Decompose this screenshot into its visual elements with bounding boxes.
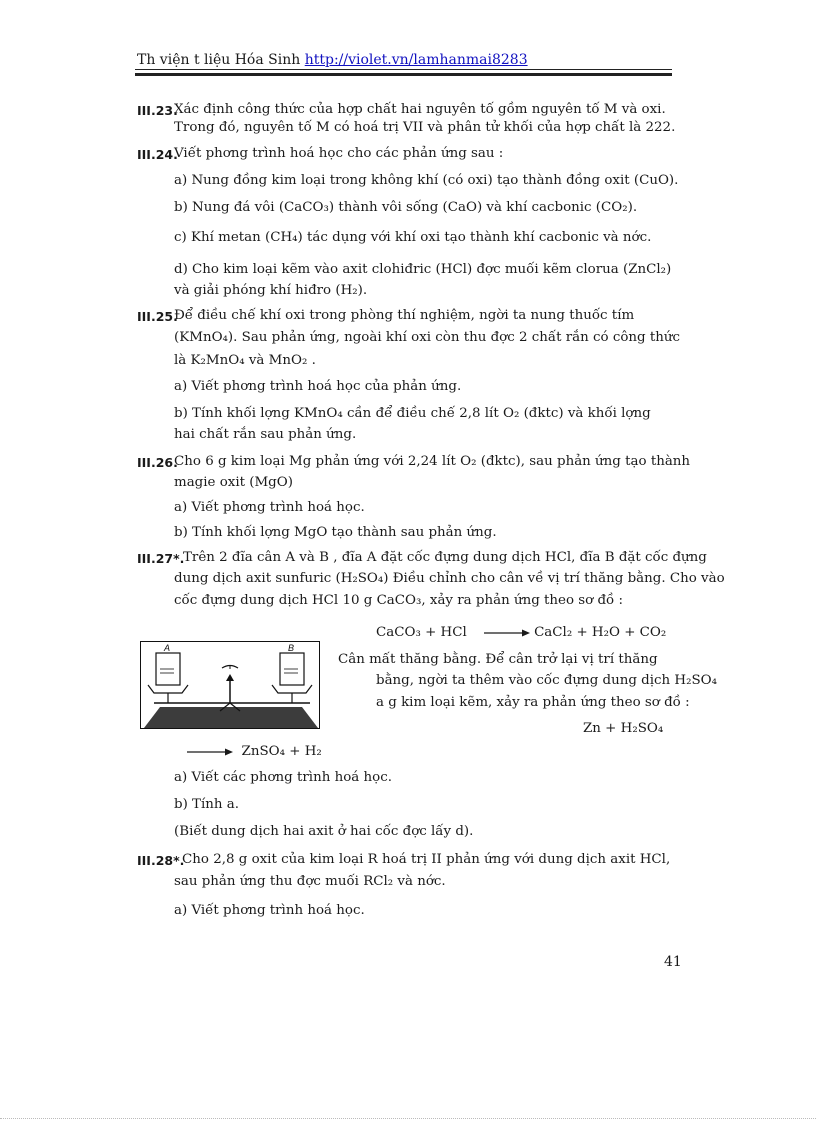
question-number: III.23. [137, 103, 178, 118]
question-item: b) Tính khối lợng MgO tạo thành sau phản ứng. [174, 525, 497, 540]
equation-1-right: CaCl₂ + H₂O + CO₂ [534, 625, 667, 640]
header-rule-thick [135, 73, 672, 76]
question-text: là K₂MnO₄ và MnO₂ . [174, 353, 316, 368]
question-item: a) Viết phơng trình hoá học của phản ứng. [174, 379, 462, 394]
question-number: III.28*. [137, 853, 185, 868]
question-text: (KMnO₄). Sau phản ứng, ngoài khí oxi còn thu đợc 2 chất rắn có công thức [174, 330, 680, 345]
page-header [137, 52, 528, 68]
equation-1-left: CaCO₃ + HCl [376, 625, 467, 640]
equation-2-right: ZnSO₄ + H₂ [241, 744, 322, 759]
question-text: magie oxit (MgO) [174, 475, 293, 490]
question-text: Trên 2 đĩa cân A và B , đĩa A đặt cốc đựng dung dịch HCl, đĩa B đặt cốc đựng [183, 550, 707, 565]
question-number: III.27*. [137, 551, 185, 566]
cup-label-a: A [164, 643, 171, 653]
header-title: Th viện t liệu Hóa Sinh [137, 52, 301, 68]
question-item: và giải phóng khí hiđro (H₂). [174, 283, 368, 298]
cup-label-b: B [288, 643, 295, 653]
question-item: b) Tính a. [174, 797, 240, 812]
question-item: d) Cho kim loại kẽm vào axit clohiđric (HCl) đợc muối kẽm clorua (ZnCl₂) [174, 262, 672, 277]
reaction-arrow-icon [187, 747, 233, 757]
question-text: Để điều chế khí oxi trong phòng thí nghiệm, ngời ta nung thuốc tím [174, 308, 635, 323]
equation-1 [376, 624, 666, 641]
equation-2-left: Zn + H₂SO₄ [583, 721, 664, 736]
question-number: III.26. [137, 455, 178, 470]
question-text: sau phản ứng thu đợc muối RCl₂ và nớc. [174, 874, 446, 889]
question-number: III.25. [137, 309, 178, 324]
page-bottom-divider [0, 1118, 816, 1119]
question-text: Cho 2,8 g oxit của kim loại R hoá trị II phản ứng với dung dịch axit HCl, [182, 852, 671, 867]
question-note: (Biết dung dịch hai axit ở hai cốc đợc lấy d). [174, 824, 474, 839]
question-text: Trong đó, nguyên tố M có hoá trị VII và phân tử khối của hợp chất là 222. [174, 120, 676, 135]
question-text: Cho 6 g kim loại Mg phản ứng với 2,24 lít O₂ (đktc), sau phản ứng tạo thành [174, 454, 691, 469]
question-text: a g kim loại kẽm, xảy ra phản ứng theo sơ đồ : [376, 695, 690, 710]
question-item: a) Viết các phơng trình hoá học. [174, 770, 392, 785]
page-number: 41 [664, 954, 682, 970]
question-item: b) Nung đá vôi (CaCO₃) thành vôi sống (CaO) và khí cacbonic (CO₂). [174, 200, 638, 215]
question-number: III.24. [137, 147, 178, 162]
question-item: a) Nung đồng kim loại trong không khí (có oxi) tạo thành đồng oxit (CuO). [174, 173, 679, 188]
question-text: Xác định công thức của hợp chất hai nguyên tố gồm nguyên tố M và oxi. [174, 102, 666, 117]
equation-2-continued [187, 743, 322, 760]
question-item: a) Viết phơng trình hoá học. [174, 500, 365, 515]
question-text: bằng, ngời ta thêm vào cốc đựng dung dịch H₂SO₄ [376, 673, 717, 688]
question-text: dung dịch axit sunfuric (H₂SO₄) Điều chỉnh cho cân về vị trí thăng bằng. Cho vào [174, 571, 725, 586]
question-text: Cân mất thăng bằng. Để cân trở lại vị trí thăng [338, 652, 658, 667]
question-item: b) Tính khối lợng KMnO₄ cần để điều chế 2,8 lít O₂ (đktc) và khối lợng [174, 406, 651, 421]
header-link[interactable]: http://violet.vn/lamhanmai8283 [304, 52, 528, 68]
header-rule-thin [135, 69, 672, 70]
question-text: cốc đựng dung dịch HCl 10 g CaCO₃, xảy ra phản ứng theo sơ đồ : [174, 593, 624, 608]
question-item: a) Viết phơng trình hoá học. [174, 903, 365, 918]
reaction-arrow-icon [484, 628, 530, 638]
question-item: hai chất rắn sau phản ứng. [174, 427, 357, 442]
question-text: Viết phơng trình hoá học cho các phản ứng sau : [174, 146, 504, 161]
balance-scale-figure [140, 641, 320, 729]
question-item: c) Khí metan (CH₄) tác dụng với khí oxi tạo thành khí cacbonic và nớc. [174, 230, 652, 245]
